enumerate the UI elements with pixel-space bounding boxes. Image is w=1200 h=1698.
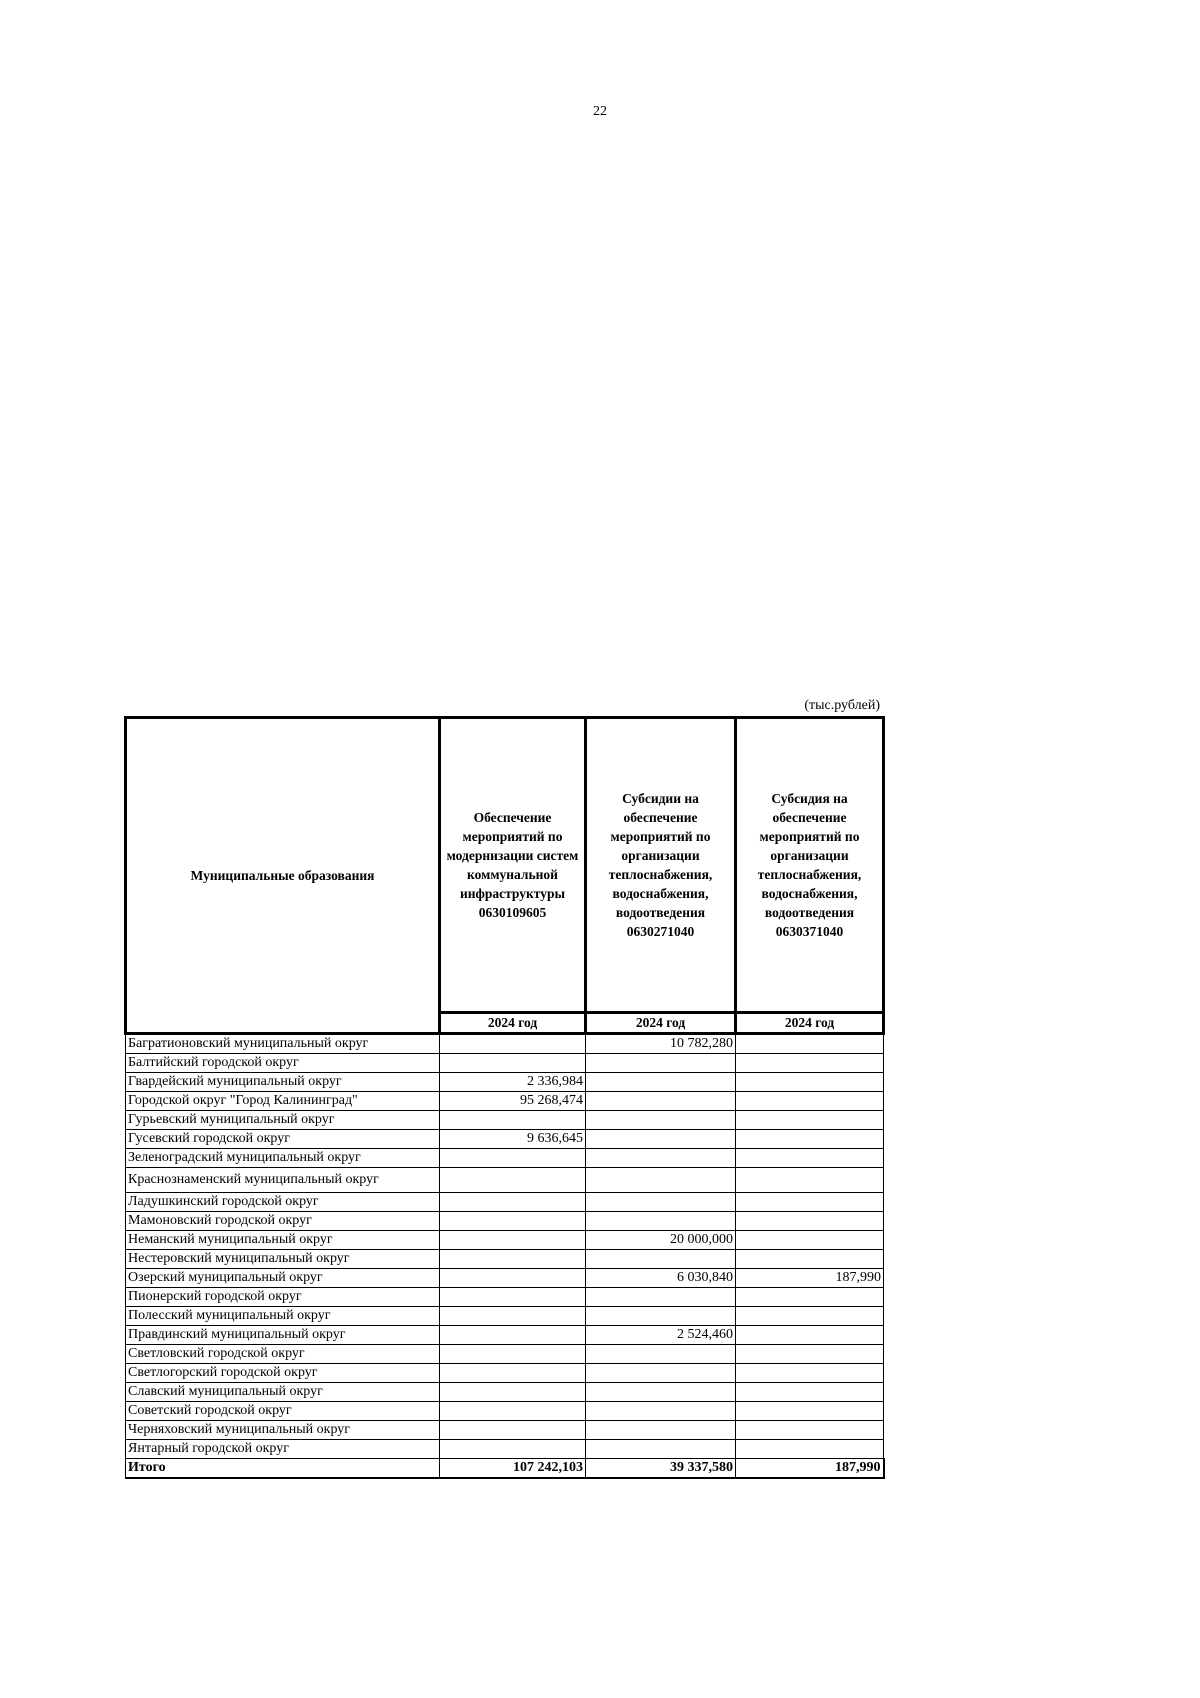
row-col2: [586, 1168, 736, 1193]
row-col2: [586, 1250, 736, 1269]
table-row: [126, 1250, 884, 1269]
row-col3: [736, 1073, 884, 1092]
row-col1: 2 336,984: [440, 1073, 586, 1092]
row-col1: [440, 1402, 586, 1421]
table-row: [126, 1269, 884, 1288]
row-col3: [736, 1168, 884, 1193]
row-name: Советский городской округ: [126, 1402, 440, 1421]
row-col1: [440, 1212, 586, 1231]
row-name: Ладушкинский городской округ: [126, 1193, 440, 1212]
total-col1: 107 242,103: [440, 1459, 586, 1479]
row-col3: [736, 1288, 884, 1307]
row-col2: [586, 1364, 736, 1383]
row-col3: [736, 1402, 884, 1421]
table-row: [126, 1212, 884, 1231]
row-col2: [586, 1092, 736, 1111]
row-col2: [586, 1193, 736, 1212]
row-col3: [736, 1326, 884, 1345]
row-col1: [440, 1440, 586, 1459]
row-col1: [440, 1149, 586, 1168]
row-col3: 187,990: [736, 1269, 884, 1288]
table-row: [126, 1440, 884, 1459]
row-name: Краснознаменский муниципальный округ: [126, 1168, 440, 1193]
row-col2: [586, 1054, 736, 1073]
row-col2: [586, 1149, 736, 1168]
row-col2: [586, 1130, 736, 1149]
row-col1: [440, 1421, 586, 1440]
year-label-col1: 2024 год: [440, 1013, 586, 1034]
row-name: Багратионовский муниципальный округ: [126, 1034, 440, 1054]
row-name: Янтарный городской округ: [126, 1440, 440, 1459]
row-col3: [736, 1111, 884, 1130]
row-col1: [440, 1269, 586, 1288]
table-row: [126, 1054, 884, 1073]
row-col3: [736, 1421, 884, 1440]
row-col3: [736, 1212, 884, 1231]
row-col1: [440, 1193, 586, 1212]
table-row: [126, 1193, 884, 1212]
table-row: [126, 1421, 884, 1440]
total-label: Итого: [126, 1459, 440, 1479]
table-row: [126, 1111, 884, 1130]
row-col3: [736, 1383, 884, 1402]
row-col1: [440, 1326, 586, 1345]
row-col3: [736, 1231, 884, 1250]
year-label-col3: 2024 год: [736, 1013, 884, 1034]
table-row: [126, 1034, 884, 1054]
row-col1: [440, 1231, 586, 1250]
row-col2: [586, 1073, 736, 1092]
row-name: Гурьевский муниципальный округ: [126, 1111, 440, 1130]
row-col2: [586, 1111, 736, 1130]
row-col3: [736, 1130, 884, 1149]
row-col2: [586, 1440, 736, 1459]
row-col1: [440, 1034, 586, 1054]
row-col1: [440, 1288, 586, 1307]
table-row: [126, 1364, 884, 1383]
table-row: [126, 1149, 884, 1168]
row-col3: [736, 1364, 884, 1383]
table-row: [126, 1345, 884, 1364]
total-row: [126, 1459, 884, 1479]
row-col2: 10 782,280: [586, 1034, 736, 1054]
total-col3: 187,990: [736, 1459, 884, 1479]
table-row: [126, 1383, 884, 1402]
row-col1: [440, 1168, 586, 1193]
page-number: 22: [593, 104, 607, 119]
units-label: (тыс.рублей): [804, 698, 880, 713]
table-row: [126, 1130, 884, 1149]
row-col1: [440, 1364, 586, 1383]
row-col3: [736, 1193, 884, 1212]
header-col1: Обеспечение мероприятий по модернизации систем коммунальной инфраструктуры 0630109605: [440, 718, 586, 1013]
row-col3: [736, 1250, 884, 1269]
row-name: Нестеровский муниципальный округ: [126, 1250, 440, 1269]
row-col1: [440, 1111, 586, 1130]
header-col3: Субсидия на обеспечение мероприятий по организации теплоснабжения, водоснабжения, водоотведения 0630371040: [736, 718, 884, 1013]
row-col3: [736, 1054, 884, 1073]
header-municipalities: Муниципальные образования: [126, 718, 440, 1034]
row-col2: 6 030,840: [586, 1269, 736, 1288]
row-name: Гусевский городской округ: [126, 1130, 440, 1149]
table-header: [126, 718, 884, 1034]
row-name: Полесский муниципальный округ: [126, 1307, 440, 1326]
row-name: Неманский муниципальный округ: [126, 1231, 440, 1250]
table-row: [126, 1288, 884, 1307]
row-col2: 20 000,000: [586, 1231, 736, 1250]
row-col2: 2 524,460: [586, 1326, 736, 1345]
table-row: [126, 1231, 884, 1250]
header-row: [126, 718, 884, 1013]
row-col3: [736, 1440, 884, 1459]
row-name: Озерский муниципальный округ: [126, 1269, 440, 1288]
row-name: Гвардейский муниципальный округ: [126, 1073, 440, 1092]
header-col2: Субсидии на обеспечение мероприятий по организации теплоснабжения, водоснабжения, водоотведения 0630271040: [586, 718, 736, 1013]
budget-table: [124, 716, 885, 1479]
table-row: [126, 1326, 884, 1345]
row-col1: [440, 1345, 586, 1364]
row-col3: [736, 1149, 884, 1168]
row-col1: [440, 1054, 586, 1073]
row-col2: [586, 1421, 736, 1440]
row-name: Правдинский муниципальный округ: [126, 1326, 440, 1345]
row-col3: [736, 1034, 884, 1054]
table-row: [126, 1402, 884, 1421]
row-col3: [736, 1092, 884, 1111]
row-name: Пионерский городской округ: [126, 1288, 440, 1307]
row-name: Светлогорский городской округ: [126, 1364, 440, 1383]
row-col2: [586, 1288, 736, 1307]
table-row: [126, 1092, 884, 1111]
row-col2: [586, 1383, 736, 1402]
row-name: Черняховский муниципальный округ: [126, 1421, 440, 1440]
row-col1: 95 268,474: [440, 1092, 586, 1111]
table-body: [126, 1034, 884, 1479]
row-col1: [440, 1250, 586, 1269]
row-name: Зеленоградский муниципальный округ: [126, 1149, 440, 1168]
row-name: Славский муниципальный округ: [126, 1383, 440, 1402]
year-label-col2: 2024 год: [586, 1013, 736, 1034]
row-col3: [736, 1307, 884, 1326]
row-name: Мамоновский городской округ: [126, 1212, 440, 1231]
row-col2: [586, 1212, 736, 1231]
row-col3: [736, 1345, 884, 1364]
row-col2: [586, 1345, 736, 1364]
table-row: [126, 1168, 884, 1193]
row-col2: [586, 1307, 736, 1326]
row-name: Городской округ "Город Калининград": [126, 1092, 440, 1111]
table-row: [126, 1307, 884, 1326]
row-col1: [440, 1307, 586, 1326]
row-name: Балтийский городской округ: [126, 1054, 440, 1073]
table-row: [126, 1073, 884, 1092]
row-col1: [440, 1383, 586, 1402]
total-col2: 39 337,580: [586, 1459, 736, 1479]
row-col1: 9 636,645: [440, 1130, 586, 1149]
row-col2: [586, 1402, 736, 1421]
row-name: Светловский городской округ: [126, 1345, 440, 1364]
